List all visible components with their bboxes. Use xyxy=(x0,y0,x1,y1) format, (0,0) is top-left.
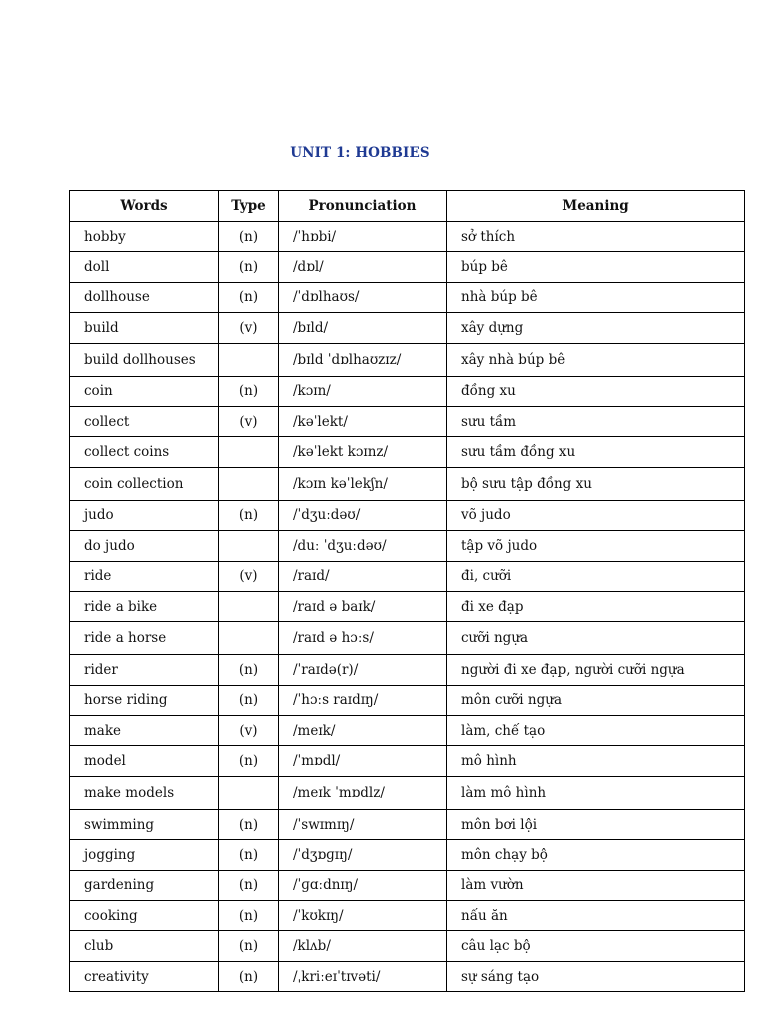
cell-pronunciation: /ˈhɒbi/ xyxy=(279,222,447,252)
cell-type xyxy=(219,467,279,500)
cell-type: (v) xyxy=(219,561,279,591)
cell-type xyxy=(219,591,279,621)
cell-type: (n) xyxy=(219,655,279,685)
table-header-row xyxy=(70,191,745,222)
table-row xyxy=(70,343,745,376)
cell-word: model xyxy=(70,746,219,776)
cell-meaning: búp bê xyxy=(447,252,745,282)
cell-pronunciation: /klʌb/ xyxy=(279,931,447,961)
cell-meaning: sưu tầm xyxy=(447,406,745,436)
cell-pronunciation: /ˈswɪmɪŋ/ xyxy=(279,809,447,839)
cell-word: club xyxy=(70,931,219,961)
table-row xyxy=(70,591,745,621)
cell-word: do judo xyxy=(70,531,219,561)
cell-meaning: mô hình xyxy=(447,746,745,776)
cell-type xyxy=(219,776,279,809)
table-row xyxy=(70,376,745,406)
cell-meaning: làm mô hình xyxy=(447,776,745,809)
cell-meaning: sự sáng tạo xyxy=(447,961,745,991)
table-row xyxy=(70,931,745,961)
cell-word: make xyxy=(70,716,219,746)
header-pronunciation: Pronunciation xyxy=(279,191,447,222)
cell-word: rider xyxy=(70,655,219,685)
cell-meaning: nấu ăn xyxy=(447,901,745,931)
table-row xyxy=(70,840,745,870)
cell-pronunciation: /ˈkʊkɪŋ/ xyxy=(279,901,447,931)
table-row xyxy=(70,282,745,312)
table-body xyxy=(70,222,745,992)
header-words: Words xyxy=(70,191,219,222)
cell-meaning: môn cưỡi ngựa xyxy=(447,685,745,715)
cell-word: build dollhouses xyxy=(70,343,219,376)
cell-type: (n) xyxy=(219,282,279,312)
cell-meaning: sở thích xyxy=(447,222,745,252)
cell-pronunciation: /raɪd ə baɪk/ xyxy=(279,591,447,621)
cell-type: (n) xyxy=(219,746,279,776)
cell-type xyxy=(219,622,279,655)
table-row xyxy=(70,901,745,931)
cell-type: (n) xyxy=(219,840,279,870)
cell-meaning: cưỡi ngựa xyxy=(447,622,745,655)
cell-word: coin xyxy=(70,376,219,406)
table-row xyxy=(70,222,745,252)
cell-type: (n) xyxy=(219,931,279,961)
cell-pronunciation: /ˌkriːeɪˈtɪvəti/ xyxy=(279,961,447,991)
cell-word: make models xyxy=(70,776,219,809)
cell-type: (n) xyxy=(219,961,279,991)
table-row xyxy=(70,406,745,436)
cell-pronunciation: /ˈdʒɒɡɪŋ/ xyxy=(279,840,447,870)
cell-type: (n) xyxy=(219,376,279,406)
cell-word: ride a bike xyxy=(70,591,219,621)
cell-pronunciation: /meɪk ˈmɒdlz/ xyxy=(279,776,447,809)
cell-word: collect xyxy=(70,406,219,436)
cell-meaning: đi xe đạp xyxy=(447,591,745,621)
cell-pronunciation: /dɒl/ xyxy=(279,252,447,282)
cell-word: judo xyxy=(70,500,219,530)
cell-word: creativity xyxy=(70,961,219,991)
cell-type: (n) xyxy=(219,901,279,931)
cell-word: swimming xyxy=(70,809,219,839)
cell-type: (n) xyxy=(219,685,279,715)
table-row xyxy=(70,313,745,343)
cell-pronunciation: /bɪld/ xyxy=(279,313,447,343)
cell-pronunciation: /kɔɪn/ xyxy=(279,376,447,406)
header-meaning: Meaning xyxy=(447,191,745,222)
table-row xyxy=(70,870,745,900)
cell-meaning: xây nhà búp bê xyxy=(447,343,745,376)
cell-type: (n) xyxy=(219,252,279,282)
cell-word: jogging xyxy=(70,840,219,870)
cell-meaning: làm vườn xyxy=(447,870,745,900)
cell-pronunciation: /ˈhɔːs raɪdɪŋ/ xyxy=(279,685,447,715)
cell-word: cooking xyxy=(70,901,219,931)
table-row xyxy=(70,809,745,839)
table-row xyxy=(70,746,745,776)
table-row xyxy=(70,622,745,655)
table-row xyxy=(70,500,745,530)
cell-type: (v) xyxy=(219,716,279,746)
cell-meaning: môn bơi lội xyxy=(447,809,745,839)
cell-meaning: nhà búp bê xyxy=(447,282,745,312)
cell-pronunciation: /ˈdʒuːdəʊ/ xyxy=(279,500,447,530)
cell-type: (n) xyxy=(219,500,279,530)
cell-pronunciation: /bɪld ˈdɒlhaʊzɪz/ xyxy=(279,343,447,376)
table-row xyxy=(70,655,745,685)
cell-pronunciation: /ˈraɪdə(r)/ xyxy=(279,655,447,685)
cell-type: (n) xyxy=(219,870,279,900)
table-row xyxy=(70,685,745,715)
cell-word: ride a horse xyxy=(70,622,219,655)
cell-pronunciation: /kəˈlekt kɔɪnz/ xyxy=(279,437,447,467)
cell-type: (n) xyxy=(219,809,279,839)
cell-word: build xyxy=(70,313,219,343)
cell-type xyxy=(219,343,279,376)
cell-pronunciation: /meɪk/ xyxy=(279,716,447,746)
cell-meaning: sưu tầm đồng xu xyxy=(447,437,745,467)
cell-pronunciation: /duː ˈdʒuːdəʊ/ xyxy=(279,531,447,561)
cell-word: hobby xyxy=(70,222,219,252)
cell-word: coin collection xyxy=(70,467,219,500)
table-row xyxy=(70,531,745,561)
cell-pronunciation: /raɪd ə hɔːs/ xyxy=(279,622,447,655)
cell-meaning: tập võ judo xyxy=(447,531,745,561)
cell-meaning: người đi xe đạp, người cưỡi ngựa xyxy=(447,655,745,685)
header-type: Type xyxy=(219,191,279,222)
vocabulary-table xyxy=(69,190,745,992)
cell-type xyxy=(219,437,279,467)
cell-type xyxy=(219,531,279,561)
cell-pronunciation: /kəˈlekt/ xyxy=(279,406,447,436)
cell-pronunciation: /ˈdɒlhaʊs/ xyxy=(279,282,447,312)
cell-meaning: đồng xu xyxy=(447,376,745,406)
cell-type: (n) xyxy=(219,222,279,252)
cell-type: (v) xyxy=(219,313,279,343)
cell-meaning: võ judo xyxy=(447,500,745,530)
table-row xyxy=(70,716,745,746)
cell-pronunciation: /ˈmɒdl/ xyxy=(279,746,447,776)
cell-pronunciation: /ˈɡɑːdnɪŋ/ xyxy=(279,870,447,900)
cell-meaning: đi, cưỡi xyxy=(447,561,745,591)
cell-word: gardening xyxy=(70,870,219,900)
table-row xyxy=(70,437,745,467)
cell-meaning: bộ sưu tập đồng xu xyxy=(447,467,745,500)
cell-meaning: làm, chế tạo xyxy=(447,716,745,746)
cell-word: dollhouse xyxy=(70,282,219,312)
page-title: UNIT 1: HOBBIES xyxy=(290,145,430,161)
cell-word: collect coins xyxy=(70,437,219,467)
cell-meaning: xây dựng xyxy=(447,313,745,343)
cell-word: doll xyxy=(70,252,219,282)
cell-pronunciation: /raɪd/ xyxy=(279,561,447,591)
cell-word: ride xyxy=(70,561,219,591)
cell-meaning: câu lạc bộ xyxy=(447,931,745,961)
cell-word: horse riding xyxy=(70,685,219,715)
table-row xyxy=(70,776,745,809)
table-row xyxy=(70,252,745,282)
table-row xyxy=(70,467,745,500)
cell-pronunciation: /kɔɪn kəˈlekʃn/ xyxy=(279,467,447,500)
cell-type: (v) xyxy=(219,406,279,436)
table-row xyxy=(70,961,745,991)
table-row xyxy=(70,561,745,591)
cell-meaning: môn chạy bộ xyxy=(447,840,745,870)
